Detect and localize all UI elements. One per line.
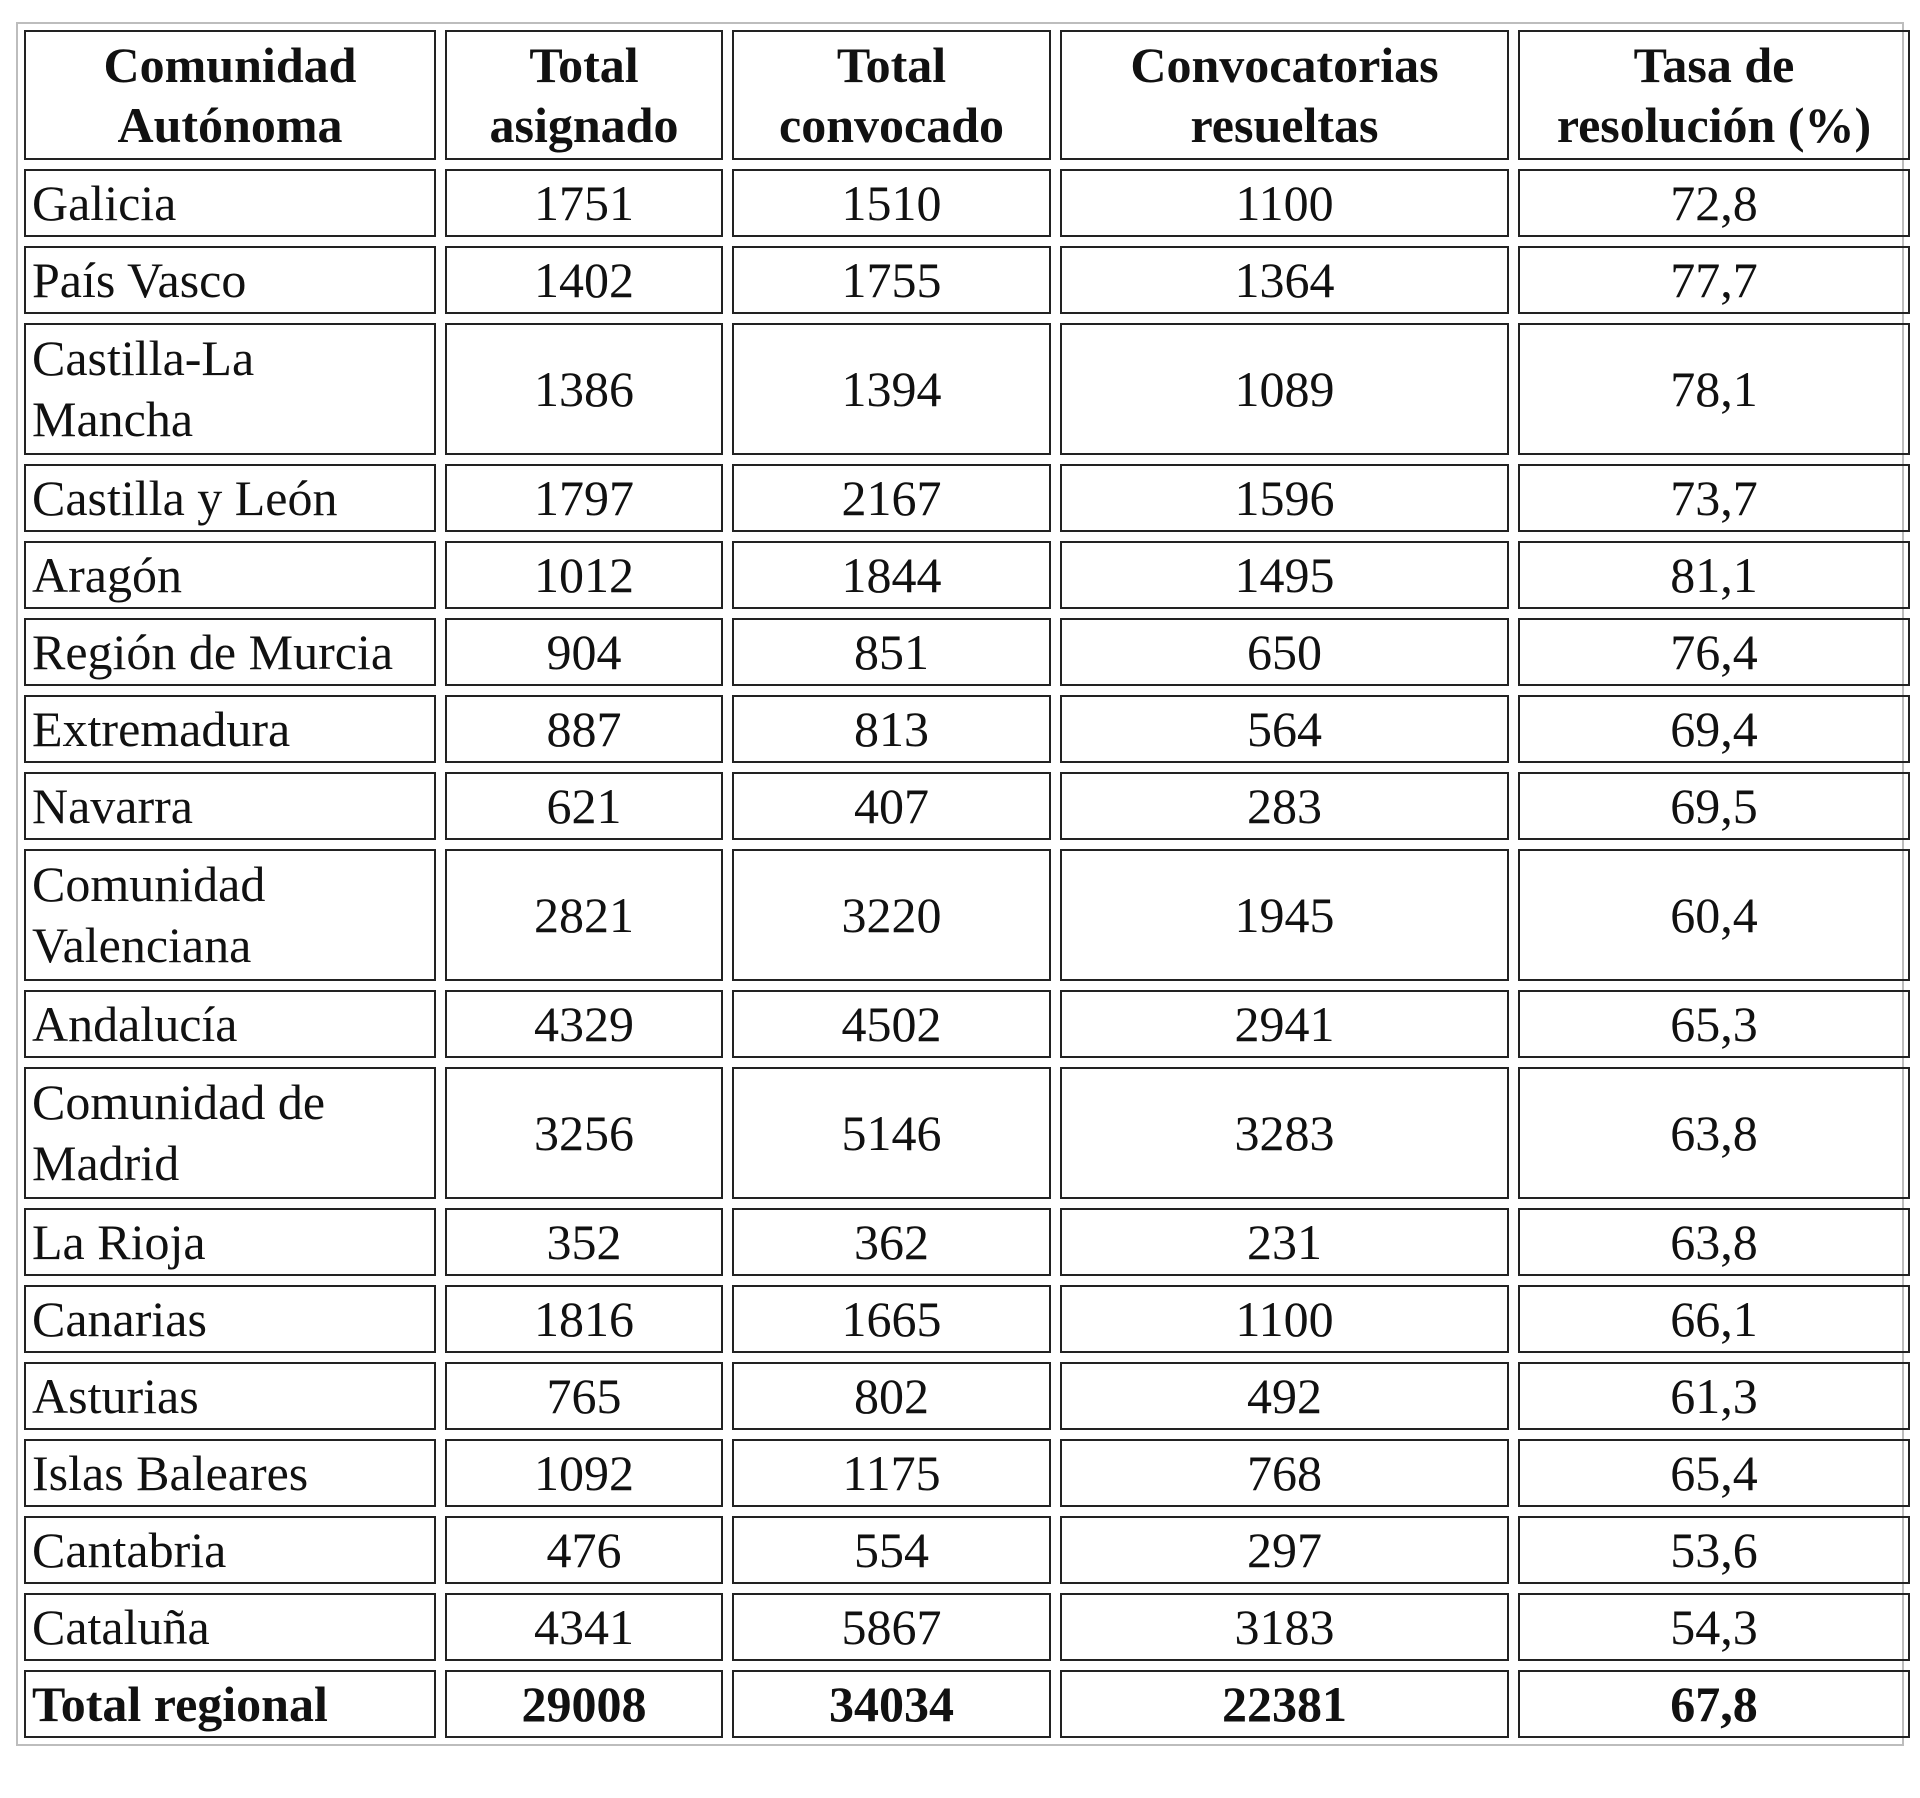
cell-comunidad: Extremadura <box>24 695 436 763</box>
cell-comunidad: Comunidad de Madrid <box>24 1067 436 1199</box>
cell-convocatorias-resueltas: 650 <box>1060 618 1509 686</box>
cell-convocatorias-resueltas: 1100 <box>1060 1285 1509 1353</box>
cell-total-asignado: 621 <box>445 772 723 840</box>
cell-total-asignado: 352 <box>445 1208 723 1276</box>
cell-total-convocado: 3220 <box>732 849 1051 981</box>
cell-comunidad: Andalucía <box>24 990 436 1058</box>
data-table-frame <box>16 22 1904 1746</box>
cell-total-asignado: 1751 <box>445 169 723 237</box>
cell-tasa-resolucion: 81,1 <box>1518 541 1910 609</box>
table-row <box>24 1285 1910 1353</box>
table-row <box>24 169 1910 237</box>
table-row <box>24 464 1910 532</box>
table-row <box>24 695 1910 763</box>
cell-tasa-resolucion: 65,3 <box>1518 990 1910 1058</box>
cell-comunidad: Navarra <box>24 772 436 840</box>
cell-total-convocado: 1510 <box>732 169 1051 237</box>
cell-total-convocado: 1755 <box>732 246 1051 314</box>
cell-total-asignado: 765 <box>445 1362 723 1430</box>
cell-total-convocado: 851 <box>732 618 1051 686</box>
header-total-convocado: Total convocado <box>732 30 1051 160</box>
table-row <box>24 323 1910 455</box>
cell-tasa-resolucion: 65,4 <box>1518 1439 1910 1507</box>
table-row <box>24 1516 1910 1584</box>
table-row <box>24 990 1910 1058</box>
table-row <box>24 246 1910 314</box>
cell-convocatorias-resueltas: 231 <box>1060 1208 1509 1276</box>
cell-comunidad: Comunidad Valenciana <box>24 849 436 981</box>
cell-total-asignado: 2821 <box>445 849 723 981</box>
total-label: Total regional <box>24 1670 436 1738</box>
total-row <box>24 1670 1910 1738</box>
total-tasa: 67,8 <box>1518 1670 1910 1738</box>
table-row <box>24 1067 1910 1199</box>
cell-tasa-resolucion: 53,6 <box>1518 1516 1910 1584</box>
cell-tasa-resolucion: 63,8 <box>1518 1067 1910 1199</box>
cell-tasa-resolucion: 61,3 <box>1518 1362 1910 1430</box>
header-convocatorias-resueltas: Convocatorias resueltas <box>1060 30 1509 160</box>
table-row <box>24 1439 1910 1507</box>
cell-convocatorias-resueltas: 3283 <box>1060 1067 1509 1199</box>
header-comunidad: Comunidad Autónoma <box>24 30 436 160</box>
cell-total-convocado: 802 <box>732 1362 1051 1430</box>
cell-comunidad: País Vasco <box>24 246 436 314</box>
table-row <box>24 1362 1910 1430</box>
header-tasa-resolucion: Tasa de resolución (%) <box>1518 30 1910 160</box>
cell-total-asignado: 1797 <box>445 464 723 532</box>
cell-convocatorias-resueltas: 1089 <box>1060 323 1509 455</box>
table-row <box>24 772 1910 840</box>
cell-total-asignado: 1402 <box>445 246 723 314</box>
cell-convocatorias-resueltas: 3183 <box>1060 1593 1509 1661</box>
cell-comunidad: Aragón <box>24 541 436 609</box>
table-header-row <box>24 30 1910 160</box>
cell-convocatorias-resueltas: 1100 <box>1060 169 1509 237</box>
header-total-asignado: Total asignado <box>445 30 723 160</box>
cell-convocatorias-resueltas: 1945 <box>1060 849 1509 981</box>
cell-comunidad: Galicia <box>24 169 436 237</box>
cell-tasa-resolucion: 69,4 <box>1518 695 1910 763</box>
cell-comunidad: Castilla-La Mancha <box>24 323 436 455</box>
cell-convocatorias-resueltas: 564 <box>1060 695 1509 763</box>
cell-convocatorias-resueltas: 1364 <box>1060 246 1509 314</box>
cell-total-convocado: 362 <box>732 1208 1051 1276</box>
cell-comunidad: Asturias <box>24 1362 436 1430</box>
cell-tasa-resolucion: 78,1 <box>1518 323 1910 455</box>
cell-total-asignado: 4341 <box>445 1593 723 1661</box>
cell-convocatorias-resueltas: 1596 <box>1060 464 1509 532</box>
cell-convocatorias-resueltas: 1495 <box>1060 541 1509 609</box>
cell-convocatorias-resueltas: 492 <box>1060 1362 1509 1430</box>
cell-total-convocado: 1665 <box>732 1285 1051 1353</box>
cell-tasa-resolucion: 77,7 <box>1518 246 1910 314</box>
cell-total-convocado: 5867 <box>732 1593 1051 1661</box>
table-row <box>24 849 1910 981</box>
cell-total-asignado: 4329 <box>445 990 723 1058</box>
cell-total-convocado: 407 <box>732 772 1051 840</box>
table-row <box>24 541 1910 609</box>
total-asignado: 29008 <box>445 1670 723 1738</box>
cell-tasa-resolucion: 54,3 <box>1518 1593 1910 1661</box>
cell-total-asignado: 904 <box>445 618 723 686</box>
total-convocado: 34034 <box>732 1670 1051 1738</box>
cell-comunidad: Cantabria <box>24 1516 436 1584</box>
cell-convocatorias-resueltas: 283 <box>1060 772 1509 840</box>
cell-total-asignado: 1386 <box>445 323 723 455</box>
cell-total-convocado: 1394 <box>732 323 1051 455</box>
cell-total-convocado: 2167 <box>732 464 1051 532</box>
cell-total-asignado: 1092 <box>445 1439 723 1507</box>
cell-total-convocado: 4502 <box>732 990 1051 1058</box>
cell-comunidad: La Rioja <box>24 1208 436 1276</box>
cell-total-asignado: 887 <box>445 695 723 763</box>
cell-tasa-resolucion: 73,7 <box>1518 464 1910 532</box>
cell-comunidad: Islas Baleares <box>24 1439 436 1507</box>
cell-comunidad: Canarias <box>24 1285 436 1353</box>
cell-total-convocado: 813 <box>732 695 1051 763</box>
cell-comunidad: Cataluña <box>24 1593 436 1661</box>
cell-total-convocado: 1844 <box>732 541 1051 609</box>
cell-total-asignado: 3256 <box>445 1067 723 1199</box>
table-row <box>24 618 1910 686</box>
cell-tasa-resolucion: 72,8 <box>1518 169 1910 237</box>
cell-total-asignado: 1816 <box>445 1285 723 1353</box>
cell-tasa-resolucion: 76,4 <box>1518 618 1910 686</box>
cell-total-convocado: 1175 <box>732 1439 1051 1507</box>
cell-tasa-resolucion: 66,1 <box>1518 1285 1910 1353</box>
cell-tasa-resolucion: 60,4 <box>1518 849 1910 981</box>
cell-total-convocado: 5146 <box>732 1067 1051 1199</box>
cell-total-asignado: 1012 <box>445 541 723 609</box>
table-row <box>24 1593 1910 1661</box>
data-table <box>15 21 1919 1747</box>
cell-tasa-resolucion: 63,8 <box>1518 1208 1910 1276</box>
table-row <box>24 1208 1910 1276</box>
total-resueltas: 22381 <box>1060 1670 1509 1738</box>
cell-tasa-resolucion: 69,5 <box>1518 772 1910 840</box>
cell-convocatorias-resueltas: 768 <box>1060 1439 1509 1507</box>
cell-comunidad: Región de Murcia <box>24 618 436 686</box>
cell-comunidad: Castilla y León <box>24 464 436 532</box>
cell-convocatorias-resueltas: 2941 <box>1060 990 1509 1058</box>
cell-total-asignado: 476 <box>445 1516 723 1584</box>
cell-convocatorias-resueltas: 297 <box>1060 1516 1509 1584</box>
cell-total-convocado: 554 <box>732 1516 1051 1584</box>
